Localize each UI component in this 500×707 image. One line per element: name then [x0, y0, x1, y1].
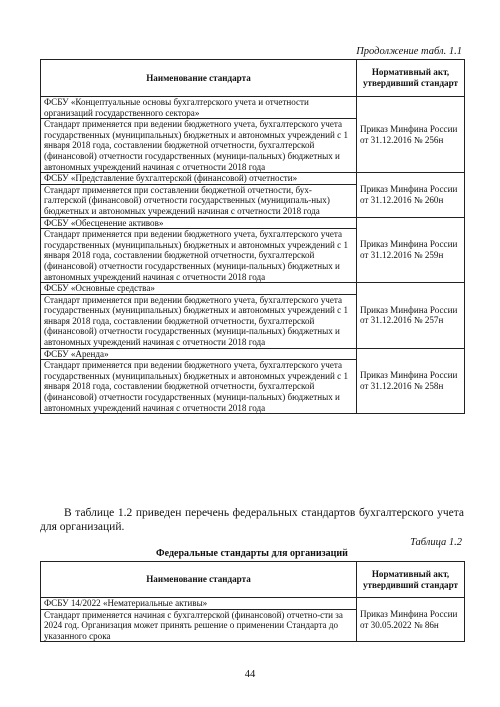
table-header-row: [41, 562, 465, 598]
normative-act: Приказ Минфина России от 31.12.2016 № 258н: [357, 348, 465, 414]
table-header-row: [41, 60, 465, 97]
header-normative-act: Нормативный акт, утвердивший стандарт: [357, 60, 465, 97]
table-row: [41, 217, 465, 229]
table-row: [41, 598, 465, 610]
body-paragraph: В таблице 1.2 приведен перечень федеральных стандартов бухгалтерского учета для организаций.: [40, 507, 464, 533]
standard-title: ФСБУ «Обесценение активов»: [41, 217, 357, 229]
normative-act: Приказ Минфина России от 31.12.2016 № 257н: [357, 283, 465, 349]
normative-act: Приказ Минфина России от 31.12.2016 № 260н: [357, 173, 465, 217]
continuation-label: Продолжение табл. 1.1: [356, 46, 462, 57]
table-row: [41, 173, 465, 185]
standard-description: Стандарт применяется при ведении бюджетного учета, бухгалтерского учета государственных (муниципальных) бюджетных и автономных учреждений с 1 января 2018 года, составлении бюджетной отчетности, бухгалтерской (финансовой) отчетности государственных (муници-пальных) бюджетных и автономных учреждений начиная с отчетности 2018 года: [41, 119, 357, 173]
normative-act: Приказ Минфина России от 31.12.2016 № 259н: [357, 217, 465, 283]
table-number-label: Таблица 1.2: [410, 537, 462, 548]
standard-title: ФСБУ «Концептуальные основы бухгалтерского учета и отчетности организаций государственного сектора»: [41, 97, 357, 119]
standard-description: Стандарт применяется при ведении бюджетного учета, бухгалтерского учета государственных (муниципальных) бюджетных и автономных учреждений с 1 января 2018 года, составлении бюджетной отчетности, бухгалтерской (финансовой) отчетности государственных (муници-пальных) бюджетных и автономных учреждений начиная с отчетности 2018 года: [41, 294, 357, 348]
normative-act: Приказ Минфина России от 30.05.2022 № 86н: [357, 598, 465, 642]
header-normative-act: Нормативный акт, утвердивший стандарт: [357, 562, 465, 598]
header-standard-name: Наименование стандарта: [41, 562, 357, 598]
standard-title: ФСБУ «Представление бухгалтерской (финансовой) отчетности»: [41, 173, 357, 185]
standards-table-1-1: [40, 59, 465, 414]
standards-table-1-2: [40, 561, 465, 642]
standard-title: ФСБУ «Аренда»: [41, 348, 357, 360]
standard-description: Стандарт применяется при ведении бюджетного учета, бухгалтерского учета государственных (муниципальных) бюджетных и автономных учреждений с 1 января 2018 года, составлении бюджетной отчетности, бухгалтерской (финансовой) отчетности государственных (муници-пальных) бюджетных и автономных учреждений начиная с отчетности 2018 года: [41, 360, 357, 414]
table-title: Федеральные стандарты для организаций: [156, 548, 348, 559]
standard-description: Стандарт применяется начиная с бухгалтерской (финансовой) отчетно-сти за 2024 год. Организация может принять решение о применении Стандарта до указанного срока: [41, 609, 357, 642]
normative-act: Приказ Минфина России от 31.12.2016 № 256н: [357, 97, 465, 173]
standard-description: Стандарт применяется при ведении бюджетного учета, бухгалтерского учета государственных (муниципальных) бюджетных и автономных учреждений с 1 января 2018 года, составлении бюджетной отчетности, бухгалтерской (финансовой) отчетности государственных (муници-пальных) бюджетных и автономных учреждений начиная с отчетности 2018 года: [41, 229, 357, 283]
table-row: [41, 97, 465, 119]
page-number: 44: [244, 669, 256, 680]
standard-title: ФСБУ 14/2022 «Нематериальные активы»: [41, 598, 357, 610]
header-standard-name: Наименование стандарта: [41, 60, 357, 97]
standard-description: Стандарт применяется при составлении бюджетной отчетности, бух-галтерской (финансовой) отчетности государственных (муниципаль-ных) бюджетных и автономных учреждений начиная с отчетности 2018 года: [41, 184, 357, 217]
table-row: [41, 283, 465, 295]
standard-title: ФСБУ «Основные средства»: [41, 283, 357, 295]
table-row: [41, 348, 465, 360]
